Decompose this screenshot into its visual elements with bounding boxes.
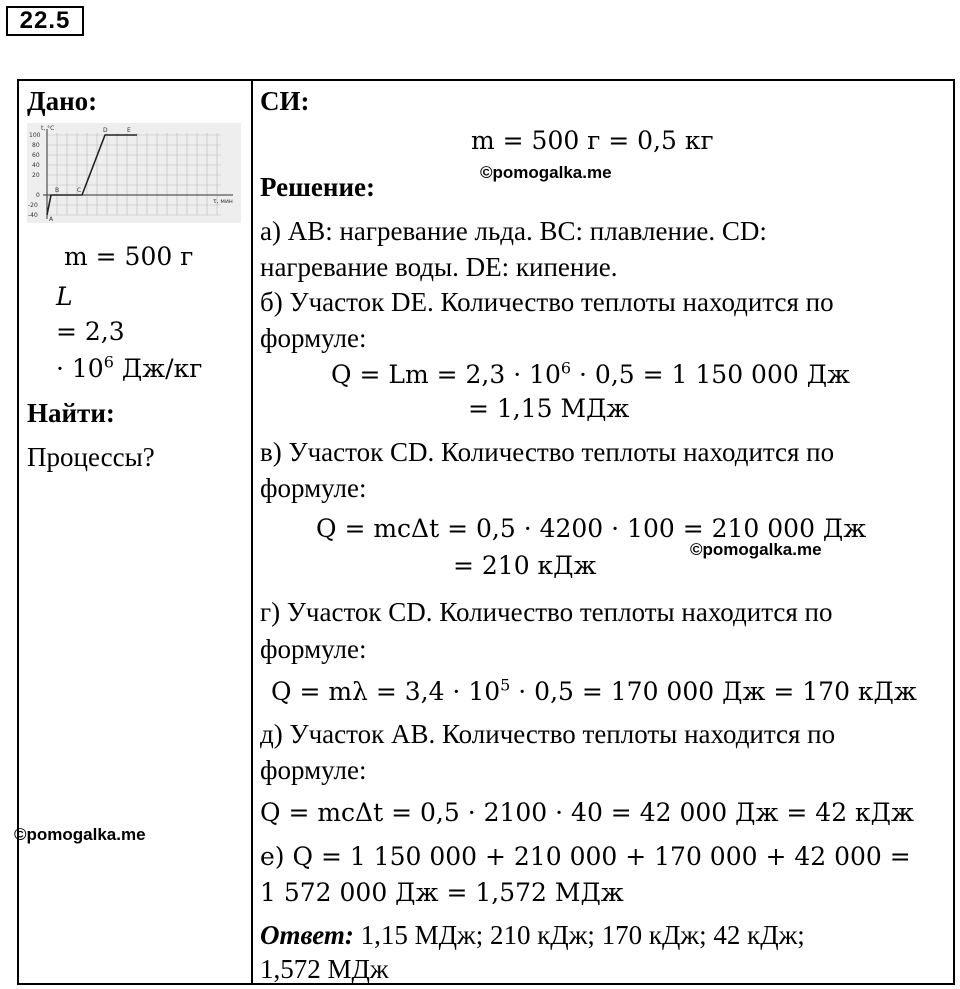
part-b-line-1: б) Участок DE. Количество теплоты находится по — [260, 287, 834, 317]
graph-y-tick: -40 — [28, 212, 38, 219]
graph-y-tick: -20 — [28, 202, 38, 209]
solution-heading: Решение: — [260, 172, 375, 202]
graph-point-label: E — [127, 127, 131, 134]
part-b-formula — [331, 359, 850, 391]
given-L-power — [56, 353, 202, 385]
answer-line-2: 1,572 МДж — [260, 954, 389, 984]
given-column — [19, 81, 251, 983]
graph-y-tick: 60 — [32, 152, 40, 159]
si-conversion: m = 500 г = 0,5 кг — [471, 126, 714, 155]
part-a-line-1: а) AB: нагревание льда. BC: плавление. CD: — [260, 216, 767, 246]
solution-table — [17, 79, 955, 985]
part-g-formula-right: · 0,5 = 170 000 Дж = 170 кДж — [510, 677, 917, 706]
given-heading: Дано: — [27, 86, 98, 116]
part-b-formula-left: Q = Lm = 2,3 · 10 — [331, 360, 561, 389]
given-L-symbol: L — [56, 282, 73, 311]
temperature-graph — [27, 123, 241, 223]
part-v-formula: Q = mcΔt = 0,5 · 4200 · 100 = 210 000 Дж — [316, 514, 867, 543]
part-v-line-1: в) Участок CD. Количество теплоты находится по — [260, 437, 835, 467]
graph-point-label: A — [49, 216, 54, 223]
graph-y-tick: 0 — [36, 192, 40, 199]
part-d-formula: Q = mcΔt = 0,5 · 2100 · 40 = 42 000 Дж = 42 кДж — [260, 798, 914, 827]
part-g-formula-exponent: 5 — [500, 675, 511, 695]
find-value: Процессы? — [27, 442, 155, 472]
part-b-result: = 1,15 МДж — [468, 394, 630, 423]
part-a-line-2: нагревание воды. DE: кипение. — [260, 252, 618, 282]
given-mass: m = 500 г — [64, 242, 194, 271]
solution-column — [253, 81, 953, 983]
given-L-power-prefix: · 10 — [56, 354, 104, 383]
watermark: ©pomogalka.me — [690, 540, 822, 559]
graph-point-label: C — [77, 187, 82, 194]
part-d-line-2: формуле: — [260, 755, 367, 785]
part-v-line-2: формуле: — [260, 473, 367, 503]
graph-y-tick: 40 — [32, 162, 40, 169]
graph-y-tick: 80 — [32, 142, 40, 149]
given-L-power-unit: Дж/кг — [113, 354, 203, 383]
part-d-line-1: д) Участок AB. Количество теплоты находится по — [260, 719, 836, 749]
given-L-value: = 2,3 — [56, 317, 125, 346]
part-g-line-2: формуле: — [260, 634, 367, 664]
watermark: ©pomogalka.me — [14, 825, 146, 844]
graph-y-axis-label: t, °C — [41, 125, 55, 132]
part-b-formula-right: · 0,5 = 1 150 000 Дж — [571, 360, 851, 389]
part-e-line-1: е) Q = 1 150 000 + 210 000 + 170 000 + 42 000 = — [260, 842, 911, 871]
graph-y-tick: 20 — [32, 172, 40, 179]
graph-x-axis-label: τ, мин — [213, 198, 233, 205]
part-g-formula — [271, 676, 917, 708]
graph-point-label: B — [55, 187, 60, 194]
part-b-formula-exponent: 6 — [560, 358, 572, 378]
graph-point-label: D — [103, 127, 108, 134]
find-heading: Найти: — [27, 398, 115, 428]
answer-values: 1,15 МДж; 210 кДж; 170 кДж; 42 кДж; — [353, 920, 805, 950]
graph-y-tick: 100 — [29, 132, 41, 139]
part-v-result: = 210 кДж — [453, 551, 597, 580]
part-g-formula-left: Q = mλ = 3,4 · 10 — [271, 677, 501, 706]
given-L-power-exponent: 6 — [103, 352, 114, 372]
problem-number: 22.5 — [6, 6, 84, 36]
part-g-line-1: г) Участок CD. Количество теплоты находится по — [260, 597, 833, 627]
watermark: ©pomogalka.me — [480, 163, 612, 182]
si-heading: СИ: — [260, 86, 310, 116]
answer-label: Ответ: — [260, 920, 354, 950]
answer-line-1 — [260, 919, 805, 951]
part-b-line-2: формуле: — [260, 323, 367, 353]
part-e-line-2: 1 572 000 Дж = 1,572 МДж — [260, 878, 624, 907]
